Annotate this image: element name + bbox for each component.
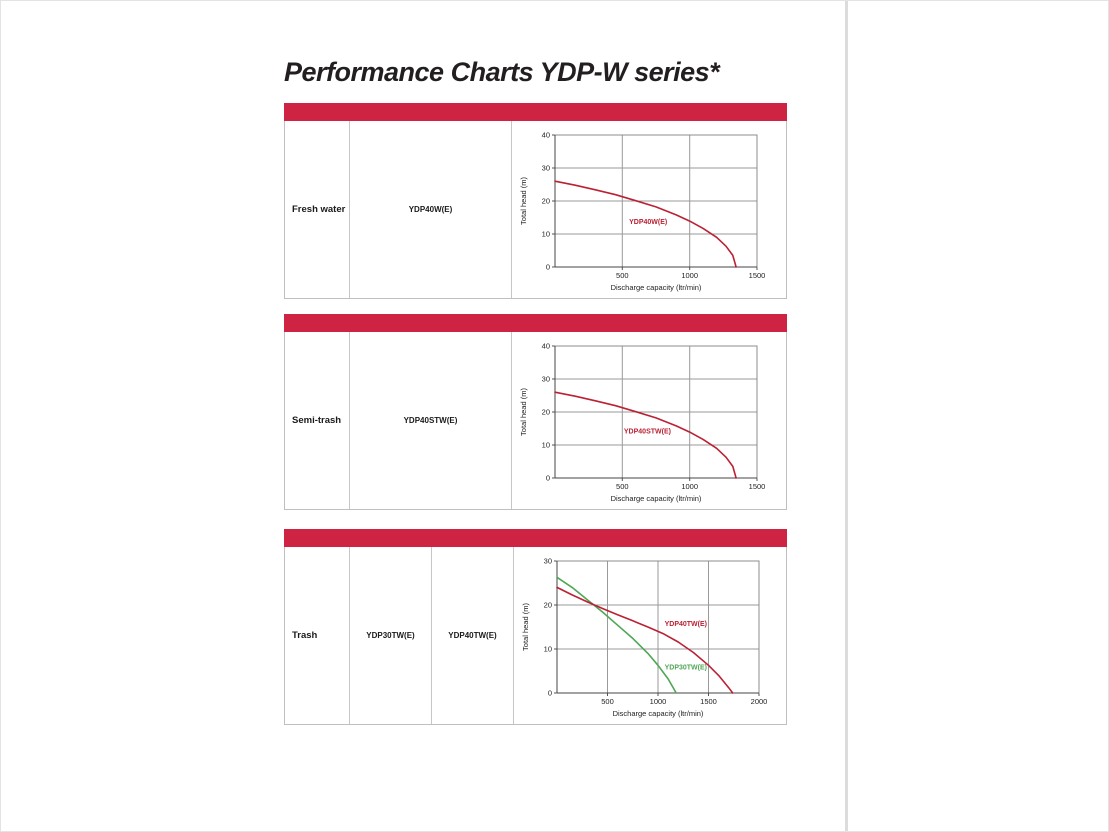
svg-text:1000: 1000 [649,697,667,706]
svg-text:30: 30 [541,163,550,173]
table-row [284,121,787,299]
svg-text:0: 0 [545,473,550,483]
fresh-water-chart-svg [512,121,786,298]
performance-charts-block [284,57,787,725]
trash-chart [514,547,786,724]
svg-text:Discharge capacity (ltr/min): Discharge capacity (ltr/min) [610,283,702,292]
svg-text:40: 40 [541,341,550,351]
svg-text:YDP40STW(E): YDP40STW(E) [623,428,671,436]
svg-text:30: 30 [543,556,552,566]
page-edge-divider [845,1,848,832]
semi-trash-chart-svg [512,332,786,509]
model-name: YDP40W(E) [350,121,512,298]
svg-text:500: 500 [616,271,629,280]
svg-text:Total head (m): Total head (m) [519,177,528,225]
semi-trash-chart [512,332,786,509]
table-row [284,332,787,510]
svg-text:20: 20 [543,600,552,610]
model-name: YDP40TW(E) [432,547,514,724]
svg-text:500: 500 [616,482,629,491]
svg-text:1000: 1000 [681,482,699,491]
svg-text:Discharge capacity (ltr/min): Discharge capacity (ltr/min) [610,494,702,503]
section-semi-trash [284,314,787,510]
svg-text:Total head (m): Total head (m) [519,388,528,436]
section-header-bar [284,529,787,547]
svg-text:10: 10 [541,229,550,239]
svg-text:40: 40 [541,130,550,140]
svg-text:20: 20 [541,407,550,417]
model-name: YDP30TW(E) [350,547,432,724]
row-label: Fresh water [285,121,350,298]
svg-text:YDP30TW(E): YDP30TW(E) [664,664,708,672]
svg-text:1500: 1500 [700,697,717,706]
section-header-bar [284,103,787,121]
svg-text:500: 500 [601,697,614,706]
svg-text:1500: 1500 [748,271,766,280]
svg-text:1000: 1000 [681,271,699,280]
svg-text:YDP40W(E): YDP40W(E) [629,219,668,227]
svg-text:Discharge capacity (ltr/min): Discharge capacity (ltr/min) [612,709,704,718]
svg-text:Total head (m): Total head (m) [521,603,530,651]
section-fresh-water [284,103,787,299]
table-row [284,547,787,725]
svg-text:10: 10 [541,440,550,450]
fresh-water-chart [512,121,786,298]
page-title: Performance Charts YDP-W series* [284,57,720,87]
svg-text:YDP40TW(E): YDP40TW(E) [664,621,708,629]
trash-chart-svg [514,547,786,724]
row-label: Semi-trash [285,332,350,509]
section-header-bar [284,314,787,332]
svg-text:0: 0 [547,688,552,698]
svg-text:10: 10 [543,644,552,654]
svg-text:2000: 2000 [750,697,768,706]
svg-text:0: 0 [545,262,550,272]
svg-text:1500: 1500 [748,482,766,491]
row-label: Trash [285,547,350,724]
svg-text:30: 30 [541,374,550,384]
model-name: YDP40STW(E) [350,332,512,509]
svg-text:20: 20 [541,196,550,206]
section-trash [284,529,787,725]
